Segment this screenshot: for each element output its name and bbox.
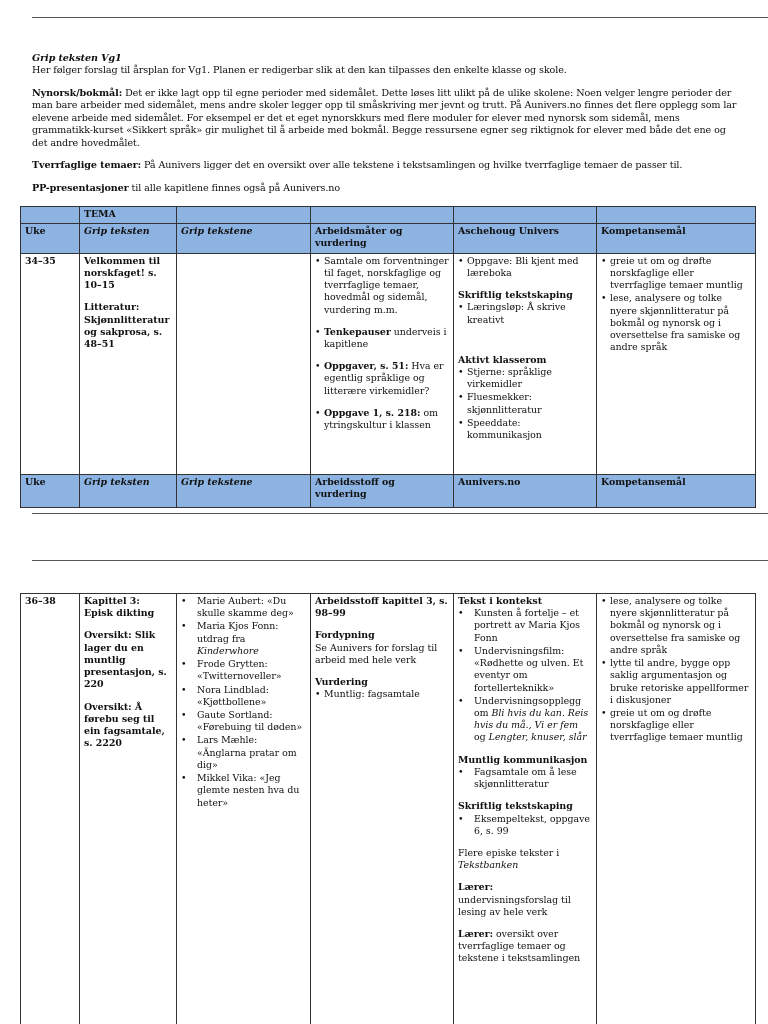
page-rule-top-2	[32, 560, 768, 561]
list-item: • greie ut om og drøfte norskfaglige eller tverrfaglige temaer muntlig	[601, 256, 751, 293]
plan-table-2	[20, 593, 756, 1024]
footer-arbeidsstoff: Arbeidsstoff og vurdering	[311, 474, 454, 507]
page-rule-top	[32, 17, 768, 18]
header-grip-teksten: Grip teksten	[80, 224, 177, 253]
list-item: • Nora Lindblad: «Kjøttbollene»	[181, 685, 306, 709]
header-grip-tekstene: Grip tekstene	[177, 224, 311, 253]
list-item: • Frode Grytten: «Twitternoveller»	[181, 659, 306, 683]
intro-nynorsk: Nynorsk/bokmål: Det er ikke lagt opp til egne perioder med sidemålet. Dette løses litt ulikt på de ulike skolene: Noen velger lengre perioder der man bare arbeider med sidemålet, mens andre skoler legger opp til småskriving mer jevnt og trutt. På Aunivers.no finnes det flere opplegg som lar elevene arbeide med sidemålet. For eksempel er det et eget nynorskkurs med flere moduler for elever med nynorsk som sidemål, mens grammatikk-kurset «Sikkert språk» gir mulighet til å arbeide med bokmål. Begge ressursene egner seg riktignok for elever med både det ene og det andre hovedmålet.	[32, 87, 737, 149]
week-cell: 36–38	[21, 594, 80, 1024]
list-item: • Marie Aubert: «Du skulle skamme deg»	[181, 596, 306, 620]
list-item: • Undervisningsopplegg om Bli hvis du kan. Reis hvis du må., Vi er fem og Lengter, knuser, slår	[458, 696, 592, 745]
list-item: • greie ut om og drøfte norskfaglige eller tverrfaglige temaer muntlig	[601, 708, 751, 745]
plan-table-1	[20, 206, 756, 508]
page-rule-bottom	[32, 513, 768, 514]
tema-label: TEMA	[80, 207, 177, 224]
list-item: • Lars Mæhle: «Änglarna pratar om dig»	[181, 735, 306, 772]
list-item: • Muntlig: fagsamtale	[315, 689, 449, 701]
list-item: • Kunsten å fortelje – et portrett av Maria Kjos Fonn	[458, 608, 592, 645]
header-arbeidsmater: Arbeidsmåter og vurdering	[311, 224, 454, 253]
list-item: • Samtale om forventninger til faget, norskfaglige og tverrfaglige temaer, hovedmål og sidemål, vurdering m.m.	[315, 256, 449, 317]
arbeidsmater-cell	[311, 253, 454, 474]
intro-pp: PP-presentasjoner til alle kapitlene finnes også på Aunivers.no	[32, 182, 341, 194]
grip-tekstene-cell	[177, 594, 311, 1024]
table-footer-row	[21, 474, 756, 507]
document-title: Grip teksten Vg1	[32, 53, 122, 64]
list-item: • Undervisningsfilm: «Rødhette og ulven. Et eventyr om fortellerteknikk»	[458, 646, 592, 695]
list-item: • Eksempeltekst, oppgave 6, s. 99	[458, 814, 592, 838]
week-cell: 34–35	[21, 253, 80, 474]
footer-uke: Uke	[21, 474, 80, 507]
list-item: • Maria Kjos Fonn: utdrag fra Kinderwhore	[181, 621, 306, 658]
table-row	[21, 253, 756, 474]
grip-tekstene-cell	[177, 253, 311, 474]
footer-grip-tekstene: Grip tekstene	[177, 474, 311, 507]
list-item: • Gaute Sortland: «Førebuing til døden»	[181, 710, 306, 734]
list-item: • Mikkel Vika: «Jeg glemte nesten hva du heter»	[181, 773, 306, 810]
kompetansemal-cell	[597, 253, 756, 474]
aunivers-cell: Tekst i kontekst • Kunsten å fortelje – et portrett av Maria Kjos Fonn • Undervisningsfilm: «Rødhette og ulven. Et eventyr om fortellerteknikk» • Undervisningsopplegg om Bli hvis du kan. Reis hvis du må., Vi er fem og Lengter, knuser, slår Muntlig kommunikasjon • Fagsamtale om å lese skjønnlitteratur Skriftlig tekstskaping • Eksempeltekst, oppgave 6, s. 99 Flere episke tekster i Tekstbanken Lærer: undervisningsforslag til lesing av hele verk Lærer: oversikt over tverrfaglige temaer og tekstene i tekstsamlingen	[454, 594, 597, 1024]
kompetansemal-cell	[597, 594, 756, 1024]
header-aschehoug: Aschehoug Univers	[454, 224, 597, 253]
list-item: • lese, analysere og tolke nyere skjønnlitteratur på bokmål og nynorsk og i oversettelse fra samiske og andre språk	[601, 596, 751, 657]
intro-lead: Her følger forslag til årsplan for Vg1. Planen er redigerbar slik at den kan tilpasses den enkelte klasse og skole.	[32, 65, 567, 77]
list-item: • Oppgave: Bli kjent med læreboka	[458, 256, 592, 280]
header-kompetansemal: Kompetansemål	[597, 224, 756, 253]
list-item: • Stjerne: språklige virkemidler	[458, 367, 592, 391]
list-item: • lytte til andre, bygge opp saklig argumentasjon og bruke retoriske appellformer i diskusjoner	[601, 658, 751, 707]
arbeidsstoff-cell: Arbeidsstoff kapittel 3, s. 98–99 Fordypning Se Aunivers for forslag til arbeid med hele verk Vurdering • Muntlig: fagsamtale	[311, 594, 454, 1024]
aschehoug-cell: • Oppgave: Bli kjent med læreboka Skriftlig tekstskaping • Læringsløp: Å skrive kreativt Aktivt klasserom • Stjerne: språklige virkemidler • Fluesmekker: skjønnlitteratur • Speeddate: kommunikasjon	[454, 253, 597, 474]
footer-grip-teksten: Grip teksten	[80, 474, 177, 507]
footer-kompetansemal: Kompetansemål	[597, 474, 756, 507]
intro-tverrfaglig: Tverrfaglige temaer: På Aunivers ligger det en oversikt over alle tekstene i tekstsamlingen og hvilke tverrfaglige temaer de passer til.	[32, 160, 683, 172]
list-item: • Fluesmekker: skjønnlitteratur	[458, 392, 592, 416]
table-header-row	[21, 224, 756, 253]
table-row	[21, 594, 756, 1024]
list-item: • lese, analysere og tolke nyere skjønnlitteratur på bokmål og nynorsk og i oversettelse fra samiske og andre språk	[601, 293, 751, 354]
intro-section	[32, 53, 742, 205]
footer-aunivers: Aunivers.no	[454, 474, 597, 507]
grip-teksten-cell: Velkommen til norskfaget! s. 10–15 Litteratur: Skjønnlitteratur og sakprosa, s. 48–51	[80, 253, 177, 474]
header-uke: Uke	[21, 224, 80, 253]
list-item: • Læringsløp: Å skrive kreativt	[458, 302, 592, 326]
list-item: • Tenkepauser underveis i kapitlene	[315, 327, 449, 351]
list-item: • Oppgaver, s. 51: Hva er egentlig språklige og litterære virkemidler?	[315, 361, 449, 398]
list-item: • Oppgave 1, s. 218: om ytringskultur i klassen	[315, 408, 449, 432]
list-item: • Speeddate: kommunikasjon	[458, 418, 592, 442]
tema-row	[21, 207, 756, 224]
grip-teksten-cell: Kapittel 3: Episk dikting Oversikt: Slik lager du en muntlig presentasjon, s. 220 Oversikt: Å førebu seg til ein fagsamtale, s. 2220	[80, 594, 177, 1024]
list-item: • Fagsamtale om å lese skjønnlitteratur	[458, 767, 592, 791]
